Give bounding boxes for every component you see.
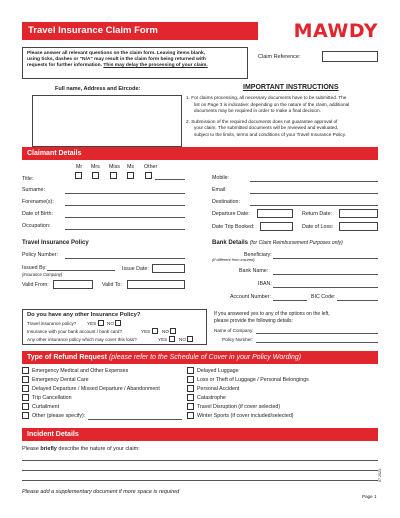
date-of-loss-input[interactable] [339,222,378,231]
page-number: Page 1 [362,494,377,499]
account-number-input[interactable] [273,300,307,301]
q1-no-checkbox[interactable] [115,320,121,326]
q-travel-insurance: Travel insurance policy? [27,321,77,326]
incident-prompt-emphasis: briefly [40,446,57,452]
instruction-1-line-3: documents may be required in order to make a final decision. [194,108,321,114]
refund-label-catastrophe: Catastrophe [197,395,226,401]
other-insurance-hint-1: If you answered yes to any of the options on the left, [214,311,330,317]
refund-checkbox-delayed-departure[interactable] [22,385,29,392]
title-mrs: Mrs [91,164,100,170]
issued-by-note: (Insurance Company) [22,272,63,277]
refund-checkbox-cancellation[interactable] [22,394,29,401]
bank-title-row [212,240,343,247]
surname-input[interactable] [65,193,185,194]
label-other-policy-number: Policy Number: [222,337,254,342]
refund-label-luggage-loss: Loss or Theft of Luggage / Personal Belongings [197,377,309,383]
notice-line-1: Please answer all relevant questions on the claim form. Leaving items blank, [27,51,206,56]
q3-yes-label: YES [158,337,168,342]
refund-other-input[interactable] [88,419,182,420]
occupation-input[interactable] [65,229,185,230]
claimant-section-bar [22,147,378,160]
q2-no-label: NO [162,329,169,334]
label-issued-by: Issued By: [22,265,47,271]
checkbox-mrs[interactable] [92,172,99,179]
address-label: Full name, Address and Eircode: [55,86,141,92]
other-policy-number-input[interactable] [256,342,378,343]
form-title: Travel Insurance Claim Form [28,25,158,36]
refund-checkbox-personal-accident[interactable] [187,385,194,392]
refund-checkbox-dental[interactable] [22,376,29,383]
incident-prompt [22,446,140,453]
refund-label-delayed-luggage: Delayed Luggage [197,368,239,374]
instruction-2-line-2: your claim. The submitted documents will be reviewed and evaluated, [194,125,339,131]
incident-line-3[interactable] [22,480,378,481]
mobile-input[interactable] [250,181,378,182]
q2-yes-checkbox[interactable] [152,328,158,334]
issue-date-input[interactable] [152,264,185,273]
title-other-line[interactable] [155,179,185,180]
label-date-trip-booked: Date Trip Booked: [212,224,255,230]
iban-input[interactable] [273,287,378,288]
label-departure-date: Departure Date: [212,211,250,217]
bic-input[interactable] [337,300,378,301]
forenames-input[interactable] [65,205,185,206]
label-return-date: Return Date: [302,211,333,217]
label-occupation: Occupation: [22,223,51,229]
valid-from-input[interactable] [53,280,93,289]
refund-label-medical: Emergency Medical and Other Expenses [32,368,129,374]
refund-label-dental: Emergency Dental Care [32,377,89,383]
label-date-of-loss: Date of Loss: [302,224,334,230]
notice-line-2: using ticks, dashes or "N/A" may result in the claim form being returned with [27,56,206,62]
q1-no-label: NO [107,321,114,326]
incident-line-2[interactable] [22,470,378,471]
q1-yes-label: YES [87,321,97,326]
label-beneficiary: Beneficiary: [244,252,272,258]
dob-input[interactable] [65,217,185,218]
incident-prompt-c: describe the nature of your claim: [56,446,140,452]
other-insurance-title: Do you have any other Insurance Policy? [27,312,141,318]
refund-checkbox-curtailment[interactable] [22,403,29,410]
label-issue-date: Issue Date: [122,266,149,272]
notice-line-3-underlined: This may delay the processing of your claim. [103,62,208,68]
refund-checkbox-catastrophe[interactable] [187,394,194,401]
claim-reference-label: Claim Reference: [258,54,301,60]
label-iban: IBAN: [258,281,272,287]
refund-checkbox-delayed-luggage[interactable] [187,367,194,374]
label-company-name: Name of Company: [214,328,254,333]
q3-no-label: NO [179,337,186,342]
claim-reference-input[interactable] [322,51,378,62]
notice-line-3 [27,63,243,69]
checkbox-miss[interactable] [110,172,117,179]
return-date-input[interactable] [339,209,378,218]
label-email: Email: [212,187,227,193]
q3-no-checkbox[interactable] [187,336,193,342]
checkbox-mr[interactable] [75,172,82,179]
incident-section-bar [22,428,378,441]
label-valid-from: Valid From: [22,282,49,288]
label-account-number: Account Number: [230,294,271,300]
policy-title: Travel Insurance Policy [22,240,89,246]
instructions-list [186,95,378,139]
email-input[interactable] [250,193,378,194]
instruction-1-line-1: 1. For claims processing, all necessary documents have to be submitted. The [186,95,347,100]
label-title: Title: [22,176,34,182]
refund-checkbox-winter-sports[interactable] [187,412,194,419]
trip-booked-input[interactable] [260,222,293,231]
title-mr: Mr [76,164,83,170]
claimant-section-title: Claimant Details [27,150,82,157]
label-surname: Surname: [22,187,45,193]
address-input[interactable] [32,95,182,147]
refund-label-curtailment: Curtailment [32,404,60,410]
incident-footer-note: Please add a supplementary document if more space is required [22,489,180,495]
label-policy-number: Policy Number: [22,252,58,258]
notice-line-3-text: requests for further information. [27,62,104,68]
refund-section-bar [22,351,378,364]
label-valid-to: Valid To: [102,282,122,288]
beneficiary-input[interactable] [273,258,378,259]
form-code: 07.2023 [378,469,382,482]
issued-by-input[interactable] [47,270,115,271]
label-destination: Destination: [212,199,240,205]
bank-title-note: (for Claim Reimbursement Purposes only) [249,240,343,246]
refund-label-travel-disruption: Travel Disruption (if cover selected) [197,404,281,410]
bank-name-input[interactable] [273,274,378,275]
q2-yes-label: YES [141,329,151,334]
instruction-2-line-1: 2. Submission of the required documents does not guarantee approval of [186,118,338,124]
beneficiary-note: (If different from insured) [212,257,255,262]
q2-no-checkbox[interactable] [170,328,176,334]
brand-logo: MAWDY [293,20,378,42]
checkbox-other[interactable] [145,172,152,179]
policy-number-input[interactable] [65,258,185,259]
refund-checkbox-medical[interactable] [22,367,29,374]
refund-checkbox-travel-disruption[interactable] [187,403,194,410]
q-other-insurance: Any other insurance policy which may cover this loss? [27,337,137,342]
label-bic: BIC Code: [311,294,336,300]
label-mobile: Mobile: [212,175,230,181]
other-insurance-hint-2: please provide the following details: [214,318,293,324]
departure-date-input[interactable] [257,209,293,218]
bank-title: Bank Details [212,240,249,246]
destination-input[interactable] [250,205,378,206]
company-name-input[interactable] [256,333,378,334]
refund-section-note: (please refer to the Schedule of Cover in your Policy Wording) [108,354,302,361]
checkbox-ms[interactable] [127,172,134,179]
valid-to-input[interactable] [127,280,185,289]
incident-section-title: Incident Details [27,431,79,438]
refund-checkbox-other[interactable] [22,412,29,419]
label-dob: Date of Birth: [22,211,53,217]
refund-label-winter-sports: Winter Sports (if cover included/selected) [197,413,294,419]
q-bank-insurance: Insurance with your bank account / bank card? [27,329,122,334]
incident-line-1[interactable] [22,460,378,461]
refund-label-cancellation: Trip Cancellation [32,395,72,401]
q1-yes-checkbox[interactable] [98,320,104,326]
refund-label-delayed-departure: Delayed Departure / Missed Departure / Abandonment [32,386,160,392]
title-ms: Ms [127,164,135,170]
notice-box [22,47,248,79]
title-miss: Miss [109,164,120,170]
label-bank-name: Bank Name: [239,268,269,274]
form-title-bar [22,22,258,40]
instruction-1-line-2: list on Page 3 is indicative: depending on the nature of the claim, additional [194,101,350,107]
instructions-title: IMPORTANT INSTRUCTIONS [243,84,339,91]
instruction-2-line-3: subject to the limits, terms and conditions of your Travel Insurance Policy. [194,131,347,137]
incident-prompt-a: Please [22,446,41,452]
refund-label-personal-accident: Personal Accident [197,386,240,392]
label-forenames: Forename(s): [22,199,54,205]
q3-yes-checkbox[interactable] [169,336,175,342]
refund-section-title: Type of Refund Request [27,354,107,361]
refund-section-title-row [22,354,301,361]
refund-label-other: Other (please specify): [32,413,86,419]
refund-checkbox-luggage-loss[interactable] [187,376,194,383]
title-other: Other [144,164,158,170]
